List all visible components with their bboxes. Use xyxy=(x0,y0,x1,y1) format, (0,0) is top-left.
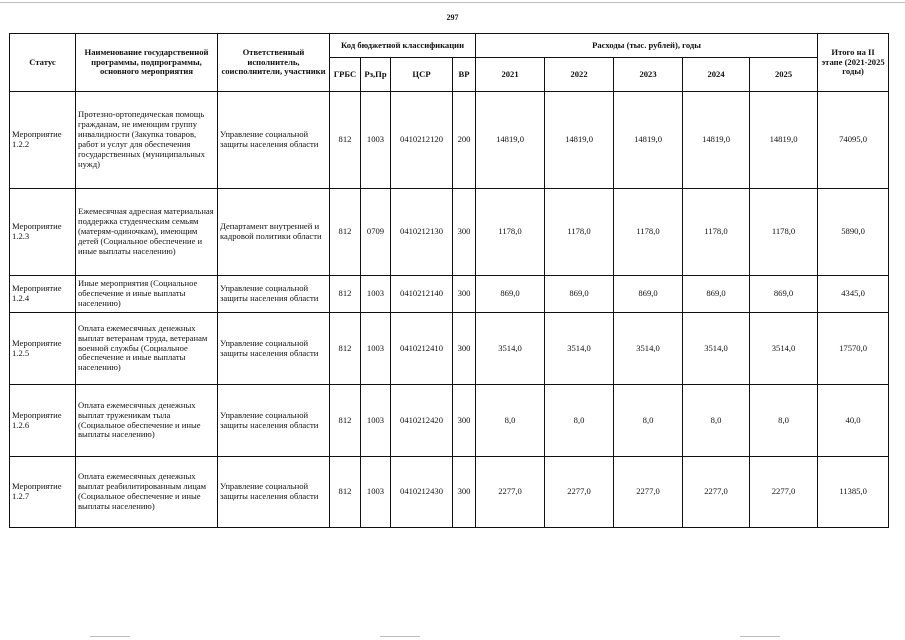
cell-responsible: Управление социальной защиты населения области xyxy=(218,276,330,313)
cell-2024: 869,0 xyxy=(683,276,750,313)
header-budget-code: Код бюджетной классификации xyxy=(330,34,476,58)
cell-2023: 14819,0 xyxy=(614,92,683,189)
cell-2021: 14819,0 xyxy=(476,92,545,189)
cell-2024: 1178,0 xyxy=(683,189,750,276)
header-name: Наименование государственной программы, подпрограммы, основного мероприятия xyxy=(76,34,218,92)
cell-2023: 1178,0 xyxy=(614,189,683,276)
header-csr: ЦСР xyxy=(391,58,453,92)
cell-2024: 14819,0 xyxy=(683,92,750,189)
cell-vr: 300 xyxy=(453,189,476,276)
cell-2022: 8,0 xyxy=(545,385,614,457)
cell-grbs: 812 xyxy=(330,313,361,385)
cell-2025: 869,0 xyxy=(750,276,818,313)
header-grbs: ГРБС xyxy=(330,58,361,92)
cell-total: 40,0 xyxy=(818,385,889,457)
cell-name: Оплата ежемесячных денежных выплат реабилитированным лицам (Социальное обеспечение и иные выплаты населению) xyxy=(76,457,218,528)
header-responsible: Ответственный исполнитель, соисполнители, участники xyxy=(218,34,330,92)
header-year-2022: 2022 xyxy=(545,58,614,92)
cell-responsible: Управление социальной защиты населения области xyxy=(218,313,330,385)
bottom-edge-line xyxy=(90,636,130,637)
bottom-edge-line xyxy=(380,636,420,637)
cell-2021: 1178,0 xyxy=(476,189,545,276)
cell-csr: 0410212130 xyxy=(391,189,453,276)
header-year-2024: 2024 xyxy=(683,58,750,92)
cell-total: 74095,0 xyxy=(818,92,889,189)
cell-grbs: 812 xyxy=(330,189,361,276)
cell-name: Ежемесячная адресная материальная поддержка студенческим семьям (матерям-одиночкам), имеющим детей (Социальное обеспечение и иные выплаты населению) xyxy=(76,189,218,276)
cell-status: Мероприятие 1.2.5 xyxy=(10,313,76,385)
cell-name: Иные мероприятия (Социальное обеспечение и иные выплаты населению) xyxy=(76,276,218,313)
header-expenses: Расходы (тыс. рублей), годы xyxy=(476,34,818,58)
top-edge-line xyxy=(0,2,905,3)
cell-vr: 300 xyxy=(453,313,476,385)
cell-2021: 3514,0 xyxy=(476,313,545,385)
cell-2023: 869,0 xyxy=(614,276,683,313)
table-row xyxy=(10,385,889,457)
cell-2022: 2277,0 xyxy=(545,457,614,528)
cell-2021: 2277,0 xyxy=(476,457,545,528)
cell-2025: 2277,0 xyxy=(750,457,818,528)
cell-grbs: 812 xyxy=(330,385,361,457)
cell-2021: 8,0 xyxy=(476,385,545,457)
cell-2022: 869,0 xyxy=(545,276,614,313)
cell-2022: 1178,0 xyxy=(545,189,614,276)
cell-csr: 0410212140 xyxy=(391,276,453,313)
cell-2025: 1178,0 xyxy=(750,189,818,276)
cell-grbs: 812 xyxy=(330,276,361,313)
cell-rzpr: 1003 xyxy=(361,457,391,528)
cell-total: 11385,0 xyxy=(818,457,889,528)
cell-rzpr: 1003 xyxy=(361,313,391,385)
header-row-1 xyxy=(10,34,889,58)
cell-name: Протезно-ортопедическая помощь гражданам, не имеющим группу инвалидности (Закупка товаров, работ и услуг для обеспечения государственных (муниципальных нужд) xyxy=(76,92,218,189)
cell-status: Мероприятие 1.2.2 xyxy=(10,92,76,189)
header-total: Итого на II этапе (2021-2025 годы) xyxy=(818,34,889,92)
cell-2025: 14819,0 xyxy=(750,92,818,189)
cell-2023: 3514,0 xyxy=(614,313,683,385)
cell-2025: 3514,0 xyxy=(750,313,818,385)
cell-2024: 2277,0 xyxy=(683,457,750,528)
table-row xyxy=(10,313,889,385)
cell-csr: 0410212120 xyxy=(391,92,453,189)
cell-rzpr: 1003 xyxy=(361,385,391,457)
cell-status: Мероприятие 1.2.4 xyxy=(10,276,76,313)
cell-vr: 200 xyxy=(453,92,476,189)
cell-csr: 0410212420 xyxy=(391,385,453,457)
cell-2024: 8,0 xyxy=(683,385,750,457)
table-row xyxy=(10,92,889,189)
header-year-2021: 2021 xyxy=(476,58,545,92)
cell-status: Мероприятие 1.2.6 xyxy=(10,385,76,457)
header-status: Статус xyxy=(10,34,76,92)
cell-responsible: Департамент внутренней и кадровой политики области xyxy=(218,189,330,276)
cell-vr: 300 xyxy=(453,276,476,313)
cell-vr: 300 xyxy=(453,385,476,457)
cell-2023: 2277,0 xyxy=(614,457,683,528)
cell-rzpr: 1003 xyxy=(361,276,391,313)
cell-2021: 869,0 xyxy=(476,276,545,313)
header-year-2025: 2025 xyxy=(750,58,818,92)
cell-2022: 3514,0 xyxy=(545,313,614,385)
table-row xyxy=(10,276,889,313)
cell-2024: 3514,0 xyxy=(683,313,750,385)
cell-name: Оплата ежемесячных денежных выплат труженикам тыла (Социальное обеспечение и иные выплаты населению) xyxy=(76,385,218,457)
header-vr: ВР xyxy=(453,58,476,92)
cell-2022: 14819,0 xyxy=(545,92,614,189)
cell-grbs: 812 xyxy=(330,92,361,189)
header-year-2023: 2023 xyxy=(614,58,683,92)
table-row xyxy=(10,189,889,276)
bottom-edge-line xyxy=(740,636,780,637)
page-number: 297 xyxy=(446,13,459,22)
cell-responsible: Управление социальной защиты населения области xyxy=(218,385,330,457)
cell-responsible: Управление социальной защиты населения области xyxy=(218,457,330,528)
cell-status: Мероприятие 1.2.7 xyxy=(10,457,76,528)
cell-grbs: 812 xyxy=(330,457,361,528)
budget-table xyxy=(9,33,889,528)
cell-2023: 8,0 xyxy=(614,385,683,457)
cell-total: 4345,0 xyxy=(818,276,889,313)
cell-vr: 300 xyxy=(453,457,476,528)
cell-csr: 0410212410 xyxy=(391,313,453,385)
table-row xyxy=(10,457,889,528)
header-rzpr: Рз,Пр xyxy=(361,58,391,92)
cell-total: 5890,0 xyxy=(818,189,889,276)
cell-rzpr: 0709 xyxy=(361,189,391,276)
cell-status: Мероприятие 1.2.3 xyxy=(10,189,76,276)
cell-2025: 8,0 xyxy=(750,385,818,457)
cell-rzpr: 1003 xyxy=(361,92,391,189)
cell-csr: 0410212430 xyxy=(391,457,453,528)
cell-responsible: Управление социальной защиты населения области xyxy=(218,92,330,189)
cell-name: Оплата ежемесячных денежных выплат ветеранам труда, ветеранам военной службы (Социальное обеспечение и иные выплаты населению) xyxy=(76,313,218,385)
cell-total: 17570,0 xyxy=(818,313,889,385)
